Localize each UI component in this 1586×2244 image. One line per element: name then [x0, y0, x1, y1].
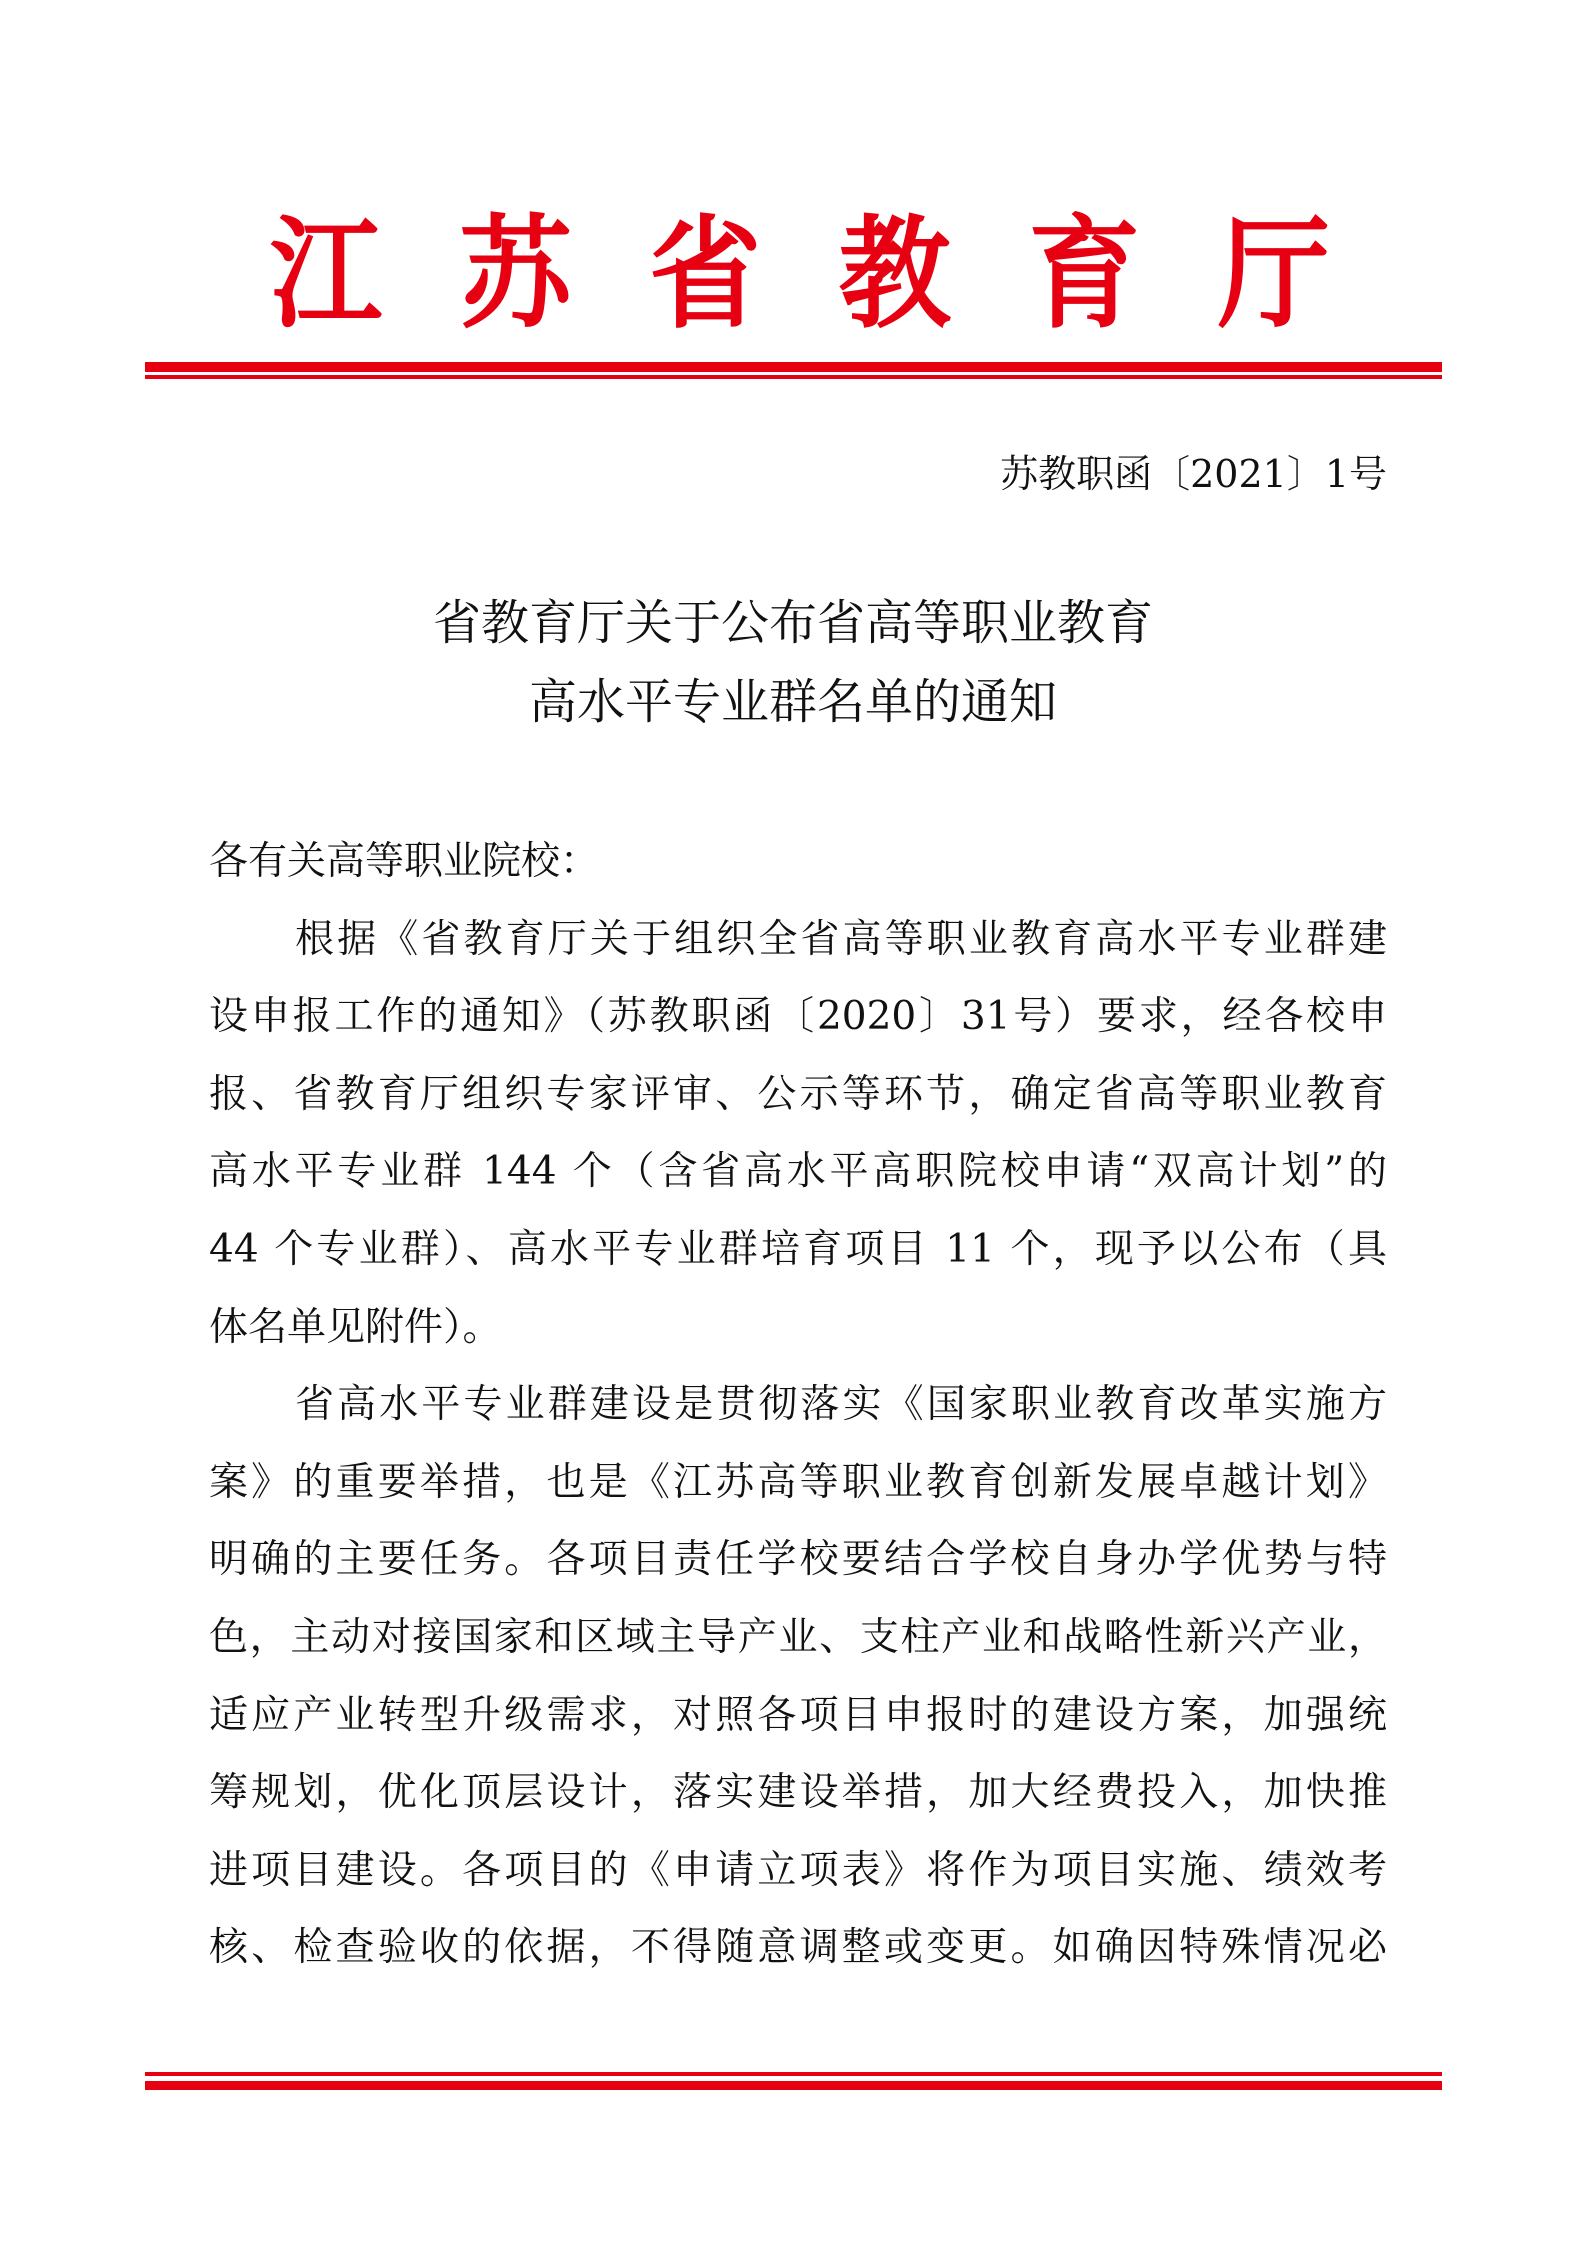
- masthead-char: 苏: [459, 203, 572, 346]
- body-text-line: 适应产业转型升级需求，对照各项目申报时的建设方案，加强统: [209, 1692, 1387, 1738]
- body-text-line: 案》的重要举措，也是《江苏高等职业教育创新发展卓越计划》: [209, 1459, 1387, 1505]
- masthead-char: 育: [1028, 203, 1141, 346]
- body-text-line: 体名单见附件）。: [209, 1304, 502, 1350]
- title-line-2: 高水平专业群名单的通知: [528, 674, 1057, 730]
- body-text-line: 高水平专业群 144 个（含省高水平高职院校申请“双高计划”的: [209, 1149, 1387, 1195]
- masthead-char: 教: [838, 203, 951, 346]
- body-text-line: 明确的主要任务。各项目责任学校要结合学校自身办学优势与特: [209, 1537, 1387, 1583]
- body-text-line: 色，主动对接国家和区域主导产业、支柱产业和战略性新兴产业，: [209, 1614, 1387, 1660]
- masthead-char: 厅: [1217, 203, 1330, 346]
- masthead-char: 省: [649, 203, 762, 346]
- footer-rule-thick: [145, 2081, 1442, 2090]
- body-text-line: 设申报工作的通知》（苏教职函〔2020〕31号）要求，经各校申: [209, 994, 1387, 1040]
- body-text-line: 报、省教育厅组织专家评审、公示等环节，确定省高等职业教育: [209, 1071, 1387, 1117]
- body-text-line: 44 个专业群）、高水平专业群培育项目 11 个，现予以公布（具: [209, 1226, 1387, 1272]
- masthead-org-name: [270, 205, 1330, 345]
- body-text-line: 进项目建设。各项目的《申请立项表》将作为项目实施、绩效考: [209, 1847, 1387, 1893]
- document-body: [209, 823, 1387, 1987]
- title-line-1: 省教育厅关于公布省高等职业教育: [432, 595, 1153, 651]
- body-text-line: 核、检查验收的依据，不得随意调整或变更。如确因特殊情况必: [209, 1925, 1387, 1971]
- body-text-line: 筹规划，优化顶层设计，落实建设举措，加大经费投入，加快推: [209, 1770, 1387, 1816]
- header-rule-thick: [145, 362, 1442, 372]
- masthead-char: 江: [270, 203, 382, 346]
- document-number: 苏教职函〔2021〕1号: [1000, 452, 1387, 496]
- header-rule-thin: [145, 375, 1442, 379]
- body-text-line: 省高水平专业群建设是贯彻落实《国家职业教育改革实施方: [295, 1382, 1387, 1428]
- body-text-line: 各有关高等职业院校：: [209, 839, 600, 884]
- footer-rule-thin: [145, 2072, 1442, 2076]
- document-title: [0, 584, 1586, 742]
- body-text-line: 根据《省教育厅关于组织全省高等职业教育高水平专业群建: [295, 916, 1387, 962]
